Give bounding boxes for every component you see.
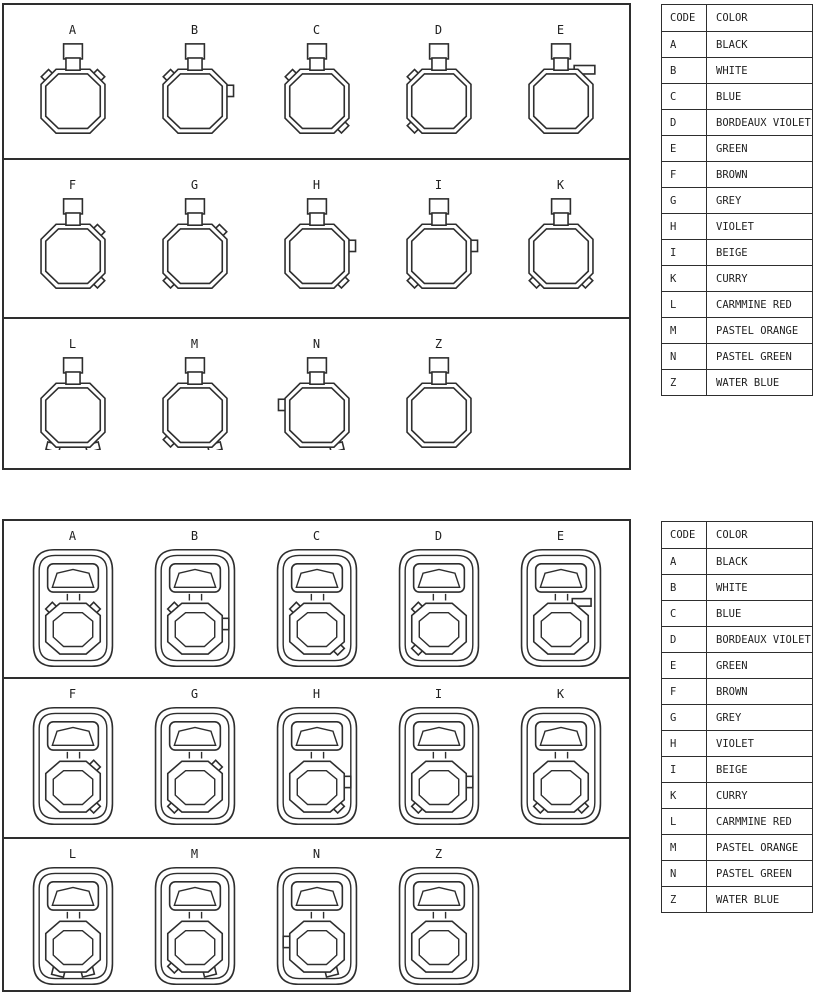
- color-cell: GREEN: [716, 659, 748, 672]
- color-cell: WHITE: [716, 64, 748, 77]
- table-row: [662, 317, 812, 343]
- color-table-top: [661, 4, 813, 396]
- socket-connector-drawing: [270, 546, 364, 670]
- table-row: [662, 135, 812, 161]
- color-cell: GREY: [716, 194, 742, 207]
- top-panel-row-2: [4, 158, 629, 317]
- connector-code-label: A: [68, 23, 78, 37]
- connector-code-label: B: [190, 23, 200, 37]
- table-row: [662, 600, 812, 626]
- table-row: [662, 574, 812, 600]
- code-cell: D: [662, 110, 707, 135]
- connector-cell-bottom-Z: [378, 839, 500, 988]
- socket-connector-drawing: [148, 704, 242, 828]
- connector-code-label: F: [68, 687, 78, 701]
- connector-code-label: G: [190, 687, 200, 701]
- plug-connector-drawing: [267, 42, 367, 136]
- code-cell: I: [662, 240, 707, 265]
- code-cell: C: [662, 84, 707, 109]
- socket-connector-drawing: [270, 864, 364, 988]
- plug-connector-drawing: [511, 197, 611, 291]
- connector-cell-top-A: [12, 5, 134, 136]
- connector-code-label: E: [556, 529, 566, 543]
- table-row: [662, 343, 812, 369]
- table-row: [662, 834, 812, 860]
- bottom-panel-row-1: [4, 521, 629, 677]
- connector-cell-top-M: [134, 319, 256, 450]
- connector-cell-top-D: [378, 5, 500, 136]
- socket-connector-drawing: [26, 704, 120, 828]
- code-cell: A: [662, 549, 707, 574]
- connector-cell-top-G: [134, 160, 256, 291]
- table-row: [662, 782, 812, 808]
- color-cell: VIOLET: [716, 220, 754, 233]
- table-row: [662, 808, 812, 834]
- code-cell: K: [662, 266, 707, 291]
- code-cell: B: [662, 58, 707, 83]
- connector-cell-top-H: [256, 160, 378, 291]
- color-cell: GREEN: [716, 142, 748, 155]
- connector-cell-bottom-A: [12, 521, 134, 670]
- connector-cell-top-B: [134, 5, 256, 136]
- socket-connector-drawing: [270, 704, 364, 828]
- connector-cell-top-L: [12, 319, 134, 450]
- code-cell: H: [662, 214, 707, 239]
- code-cell: G: [662, 188, 707, 213]
- color-cell: BROWN: [716, 168, 748, 181]
- top-panel-row-3: [4, 317, 629, 468]
- code-cell: A: [662, 32, 707, 57]
- code-cell: E: [662, 653, 707, 678]
- table-row: [662, 860, 812, 886]
- table-row: [662, 886, 812, 912]
- code-cell: Z: [662, 370, 707, 395]
- plug-connector-drawing: [145, 197, 245, 291]
- color-cell: BLUE: [716, 607, 742, 620]
- plug-connector-drawing: [389, 197, 489, 291]
- connector-code-label: K: [556, 178, 566, 192]
- color-table-bottom: [661, 521, 813, 913]
- plug-connector-drawing: [145, 356, 245, 450]
- table-row: [662, 83, 812, 109]
- color-cell: COLOR: [716, 12, 748, 24]
- connector-code-label: L: [68, 337, 78, 351]
- table-row: [662, 704, 812, 730]
- connector-code-label: K: [556, 687, 566, 701]
- color-cell: PASTEL ORANGE: [716, 841, 799, 854]
- connector-code-label: Z: [434, 847, 444, 861]
- connector-code-label: H: [312, 687, 322, 701]
- socket-connector-drawing: [392, 864, 486, 988]
- code-cell: K: [662, 783, 707, 808]
- connector-cell-bottom-I: [378, 679, 500, 828]
- color-cell: CURRY: [716, 789, 748, 802]
- connector-cell-top-K: [500, 160, 622, 291]
- code-cell: D: [662, 627, 707, 652]
- color-cell: WATER BLUE: [716, 376, 780, 389]
- table-row: [662, 57, 812, 83]
- color-cell: BORDEAUX VIOLET: [716, 116, 811, 129]
- table-row: [662, 291, 812, 317]
- color-cell: PASTEL GREEN: [716, 350, 792, 363]
- socket-panel: [2, 519, 631, 992]
- table-row: [662, 31, 812, 57]
- connector-cell-top-N: [256, 319, 378, 450]
- color-cell: BORDEAUX VIOLET: [716, 633, 811, 646]
- plug-connector-drawing: [23, 197, 123, 291]
- connector-cell-bottom-L: [12, 839, 134, 988]
- color-cell: CURRY: [716, 272, 748, 285]
- plug-connector-drawing: [145, 42, 245, 136]
- code-cell: F: [662, 162, 707, 187]
- color-cell: PASTEL ORANGE: [716, 324, 799, 337]
- connector-cell-bottom-G: [134, 679, 256, 828]
- connector-cell-bottom-C: [256, 521, 378, 670]
- connector-code-label: N: [312, 847, 322, 861]
- code-cell: N: [662, 344, 707, 369]
- connector-code-label: C: [312, 529, 322, 543]
- color-cell: BLACK: [716, 38, 748, 51]
- color-cell: BLUE: [716, 90, 742, 103]
- code-cell: L: [662, 809, 707, 834]
- connector-code-label: B: [190, 529, 200, 543]
- socket-connector-drawing: [514, 704, 608, 828]
- color-cell: WATER BLUE: [716, 893, 780, 906]
- bottom-panel-row-2: [4, 677, 629, 837]
- connector-code-label: L: [68, 847, 78, 861]
- color-cell: BEIGE: [716, 763, 748, 776]
- table-row: [662, 213, 812, 239]
- plug-connector-drawing: [23, 356, 123, 450]
- connector-cell-bottom-M: [134, 839, 256, 988]
- code-cell: H: [662, 731, 707, 756]
- connector-cell-bottom-B: [134, 521, 256, 670]
- connector-code-label: M: [190, 847, 200, 861]
- code-cell: CODE: [662, 522, 707, 548]
- connector-cell-bottom-D: [378, 521, 500, 670]
- code-cell: E: [662, 136, 707, 161]
- table-row: [662, 548, 812, 574]
- code-cell: Z: [662, 887, 707, 912]
- connector-code-label: I: [434, 178, 444, 192]
- connector-code-label: D: [434, 529, 444, 543]
- color-cell: PASTEL GREEN: [716, 867, 792, 880]
- connector-code-label: Z: [434, 337, 444, 351]
- color-cell: BROWN: [716, 685, 748, 698]
- plug-panel: [2, 3, 631, 470]
- connector-cell-top-F: [12, 160, 134, 291]
- color-cell: BEIGE: [716, 246, 748, 259]
- table-row: [662, 678, 812, 704]
- plug-connector-drawing: [267, 356, 367, 450]
- plug-connector-drawing: [389, 42, 489, 136]
- plug-connector-drawing: [389, 356, 489, 450]
- color-cell: BLACK: [716, 555, 748, 568]
- connector-cell-top-I: [378, 160, 500, 291]
- socket-connector-drawing: [26, 864, 120, 988]
- connector-code-label: D: [434, 23, 444, 37]
- table-row: [662, 652, 812, 678]
- code-cell: L: [662, 292, 707, 317]
- connector-cell-bottom-N: [256, 839, 378, 988]
- table-row: [662, 187, 812, 213]
- connector-cell-top-Z: [378, 319, 500, 450]
- socket-connector-drawing: [148, 864, 242, 988]
- table-row: [662, 626, 812, 652]
- code-cell: I: [662, 757, 707, 782]
- connector-code-label: A: [68, 529, 78, 543]
- connector-code-label: H: [312, 178, 322, 192]
- color-cell: WHITE: [716, 581, 748, 594]
- connector-cell-bottom-F: [12, 679, 134, 828]
- code-cell: B: [662, 575, 707, 600]
- table-row: [662, 109, 812, 135]
- table-row: [662, 161, 812, 187]
- connector-code-label: M: [190, 337, 200, 351]
- code-cell: G: [662, 705, 707, 730]
- plug-connector-drawing: [511, 42, 611, 136]
- connector-cell-top-E: [500, 5, 622, 136]
- code-cell: M: [662, 835, 707, 860]
- color-cell: COLOR: [716, 529, 748, 541]
- connector-code-label: F: [68, 178, 78, 192]
- table-header-row: [662, 522, 812, 548]
- table-row: [662, 265, 812, 291]
- table-row: [662, 239, 812, 265]
- table-header-row: [662, 5, 812, 31]
- code-cell: C: [662, 601, 707, 626]
- socket-connector-drawing: [26, 546, 120, 670]
- connector-code-label: N: [312, 337, 322, 351]
- connector-code-label: G: [190, 178, 200, 192]
- code-cell: F: [662, 679, 707, 704]
- connector-code-label: E: [556, 23, 566, 37]
- socket-connector-drawing: [392, 704, 486, 828]
- socket-connector-drawing: [148, 546, 242, 670]
- connector-code-label: C: [312, 23, 322, 37]
- top-panel-row-1: [4, 5, 629, 158]
- connector-cell-bottom-H: [256, 679, 378, 828]
- connector-cell-bottom-K: [500, 679, 622, 828]
- socket-connector-drawing: [392, 546, 486, 670]
- color-cell: GREY: [716, 711, 742, 724]
- code-cell: CODE: [662, 5, 707, 31]
- color-cell: VIOLET: [716, 737, 754, 750]
- socket-connector-drawing: [514, 546, 608, 670]
- plug-connector-drawing: [23, 42, 123, 136]
- table-row: [662, 730, 812, 756]
- color-cell: CARMMINE RED: [716, 815, 792, 828]
- connector-code-label: I: [434, 687, 444, 701]
- color-cell: CARMMINE RED: [716, 298, 792, 311]
- connector-cell-top-C: [256, 5, 378, 136]
- connector-cell-bottom-E: [500, 521, 622, 670]
- code-cell: M: [662, 318, 707, 343]
- table-row: [662, 369, 812, 395]
- code-cell: N: [662, 861, 707, 886]
- plug-connector-drawing: [267, 197, 367, 291]
- bottom-panel-row-3: [4, 837, 629, 990]
- table-row: [662, 756, 812, 782]
